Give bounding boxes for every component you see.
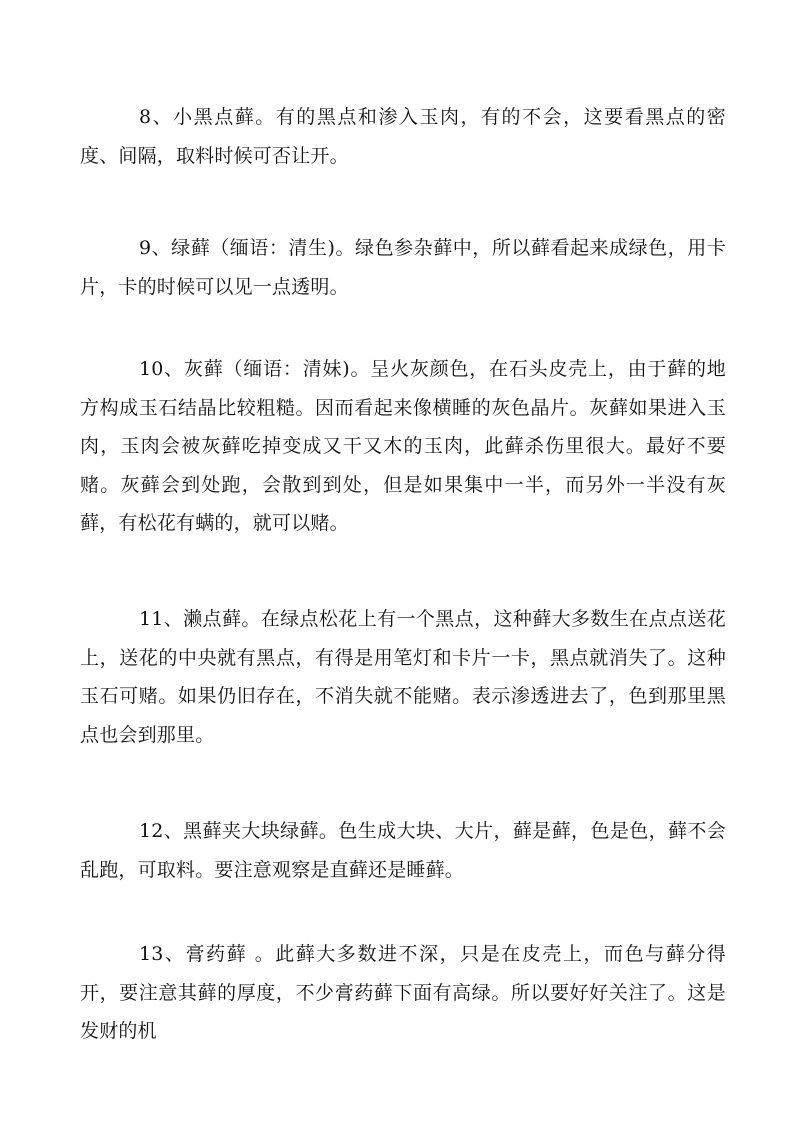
paragraph-10-grey-moss: 10、灰藓（缅语：清妹)。呈火灰颜色，在石头皮壳上，由于藓的地方构成玉石结晶比较粗糙。因而看起来像横睡的灰色晶片。灰藓如果进入玉肉，玉肉会被灰藓吃掉变成又干又木的玉肉，此藓杀伤里很大。最好不要赌。灰藓会到处跑，会散到到处，但是如果集中一半，而另外一半没有灰藓，有松花有螨的，就可以赌。 [80,358,726,534]
paragraph-9-green-moss: 9、绿藓（缅语：清生)。绿色参杂藓中，所以藓看起来成绿色，用卡片，卡的时候可以见一点透明。 [80,237,726,298]
paragraph-12-black-moss-with-green: 12、黑藓夹大块绿藓。色生成大块、大片，藓是藓，色是色，藓不会乱跑，可取料。要注意观察是直藓还是睡藓。 [80,820,726,881]
paragraph-8-small-black-dot-moss: 8、小黑点藓。有的黑点和渗入玉肉，有的不会，这要看黑点的密度、间隔，取料时候可否让开。 [80,106,726,167]
paragraph-11-lai-dot-moss: 11、濑点藓。在绿点松花上有一个黑点，这种藓大多数生在点点送花上，送花的中央就有黑点，有得是用笔灯和卡片一卡，黑点就消失了。这种玉石可赌。如果仍旧存在，不消失就不能赌。表示渗透进去了，色到那里黑点也会到那里。 [80,608,726,746]
paragraph-13-plaster-moss: 13、膏药藓 。此藓大多数进不深，只是在皮壳上，而色与藓分得开，要注意其藓的厚度，不少膏药藓下面有高绿。所以要好好关注了。这是发财的机 [80,943,726,1042]
